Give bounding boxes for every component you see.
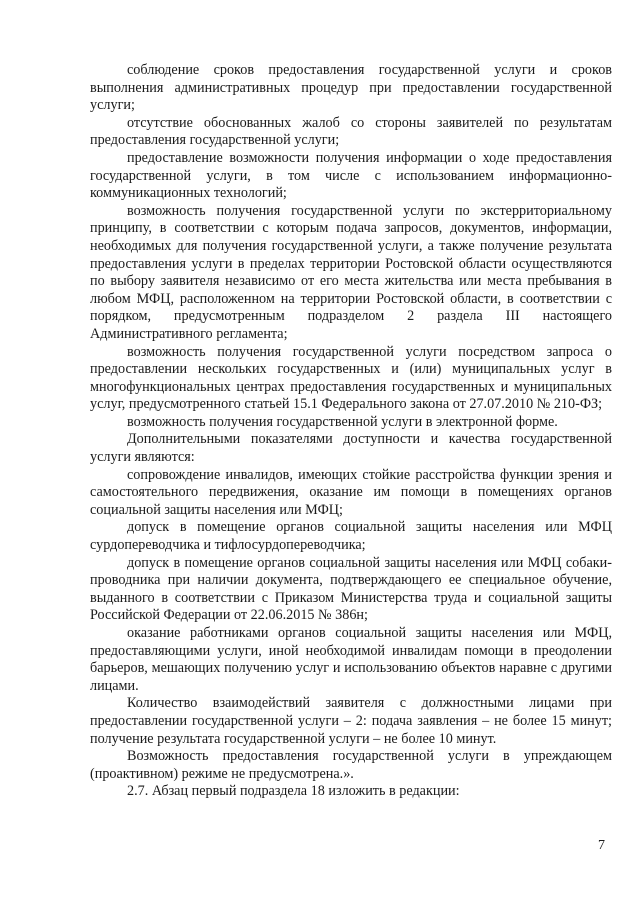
paragraph-12: Количество взаимодействий заявителя с должностными лицами при предоставлении государственной услуги – 2: подача заявления – не более 15 минут; получение результата государственной услуги – не более 10 минут. — [90, 695, 612, 747]
paragraph-6: возможность получения государственной услуги в электронной форме. — [127, 413, 558, 430]
paragraph-13: Возможность предоставления государственной услуги в упреждающем (проактивном) режиме не предусмотрена.». — [90, 748, 612, 782]
body-text — [90, 62, 612, 801]
paragraph-3: предоставление возможности получения информации о ходе предоставления государственной услуги, в том числе с использованием информационно-коммуникационных технологий; — [90, 149, 612, 202]
paragraph-2: отсутствие обоснованных жалоб со стороны заявителей по результатам предоставления государственной услуги; — [90, 114, 612, 149]
paragraph-10: допуск в помещение органов социальной защиты населения или МФЦ собаки-проводника при наличии документа, подтверждающего ее специальное обучение, выданного в соответствии с Приказом Министерства труда и социальной защиты Российской Федерации от 22.06.2015 № 386н; — [90, 554, 612, 624]
paragraph-8: сопровождение инвалидов, имеющих стойкие расстройства функции зрения и самостоятельного передвижения, оказание им помощи в помещениях органов социальной защиты населения или МФЦ; — [90, 466, 612, 518]
paragraph-4: возможность получения государственной услуги по экстерриториальному принципу, в соответствии с которым подача запросов, документов, информации, необходимых для получения государственной услуги, а также получение результата предоставления услуги в пределах территории Ростовской области осуществляются по выбору заявителя независимо от его места жительства или места пребывания в любом МФЦ, расположенном на территории Ростовской области, в соответствии с порядком, предусмотренным подразделом 2 раздела III настоящего Административного регламента; — [90, 202, 612, 342]
paragraph-11: оказание работниками органов социальной защиты населения или МФЦ, предоставляющими услуги, иной необходимой инвалидам помощи в преодолении барьеров, мешающих получению услуг и использованию объектов наравне с другими лицами. — [90, 625, 612, 694]
paragraph-7: Дополнительными показателями доступности и качества государственной услуги являются: — [90, 431, 612, 466]
page-number: 7 — [598, 838, 605, 853]
paragraph-5: возможность получения государственной услуги посредством запроса о предоставлении нескольких государственных и (или) муниципальных услуг в многофункциональных центрах предоставления государственных и муниципальных услуг, предусмотренного статьей 15.1 Федерального закона от 27.07.2010 № 210-ФЗ; — [90, 343, 612, 413]
paragraph-9: допуск в помещение органов социальной защиты населения или МФЦ сурдопереводчика и тифлосурдопереводчика; — [90, 519, 612, 554]
paragraph-1: соблюдение сроков предоставления государственной услуги и сроков выполнения административных процедур при предоставлении государственной услуги; — [90, 62, 612, 114]
paragraph-14: 2.7. Абзац первый подраздела 18 изложить в редакции: — [127, 783, 460, 800]
